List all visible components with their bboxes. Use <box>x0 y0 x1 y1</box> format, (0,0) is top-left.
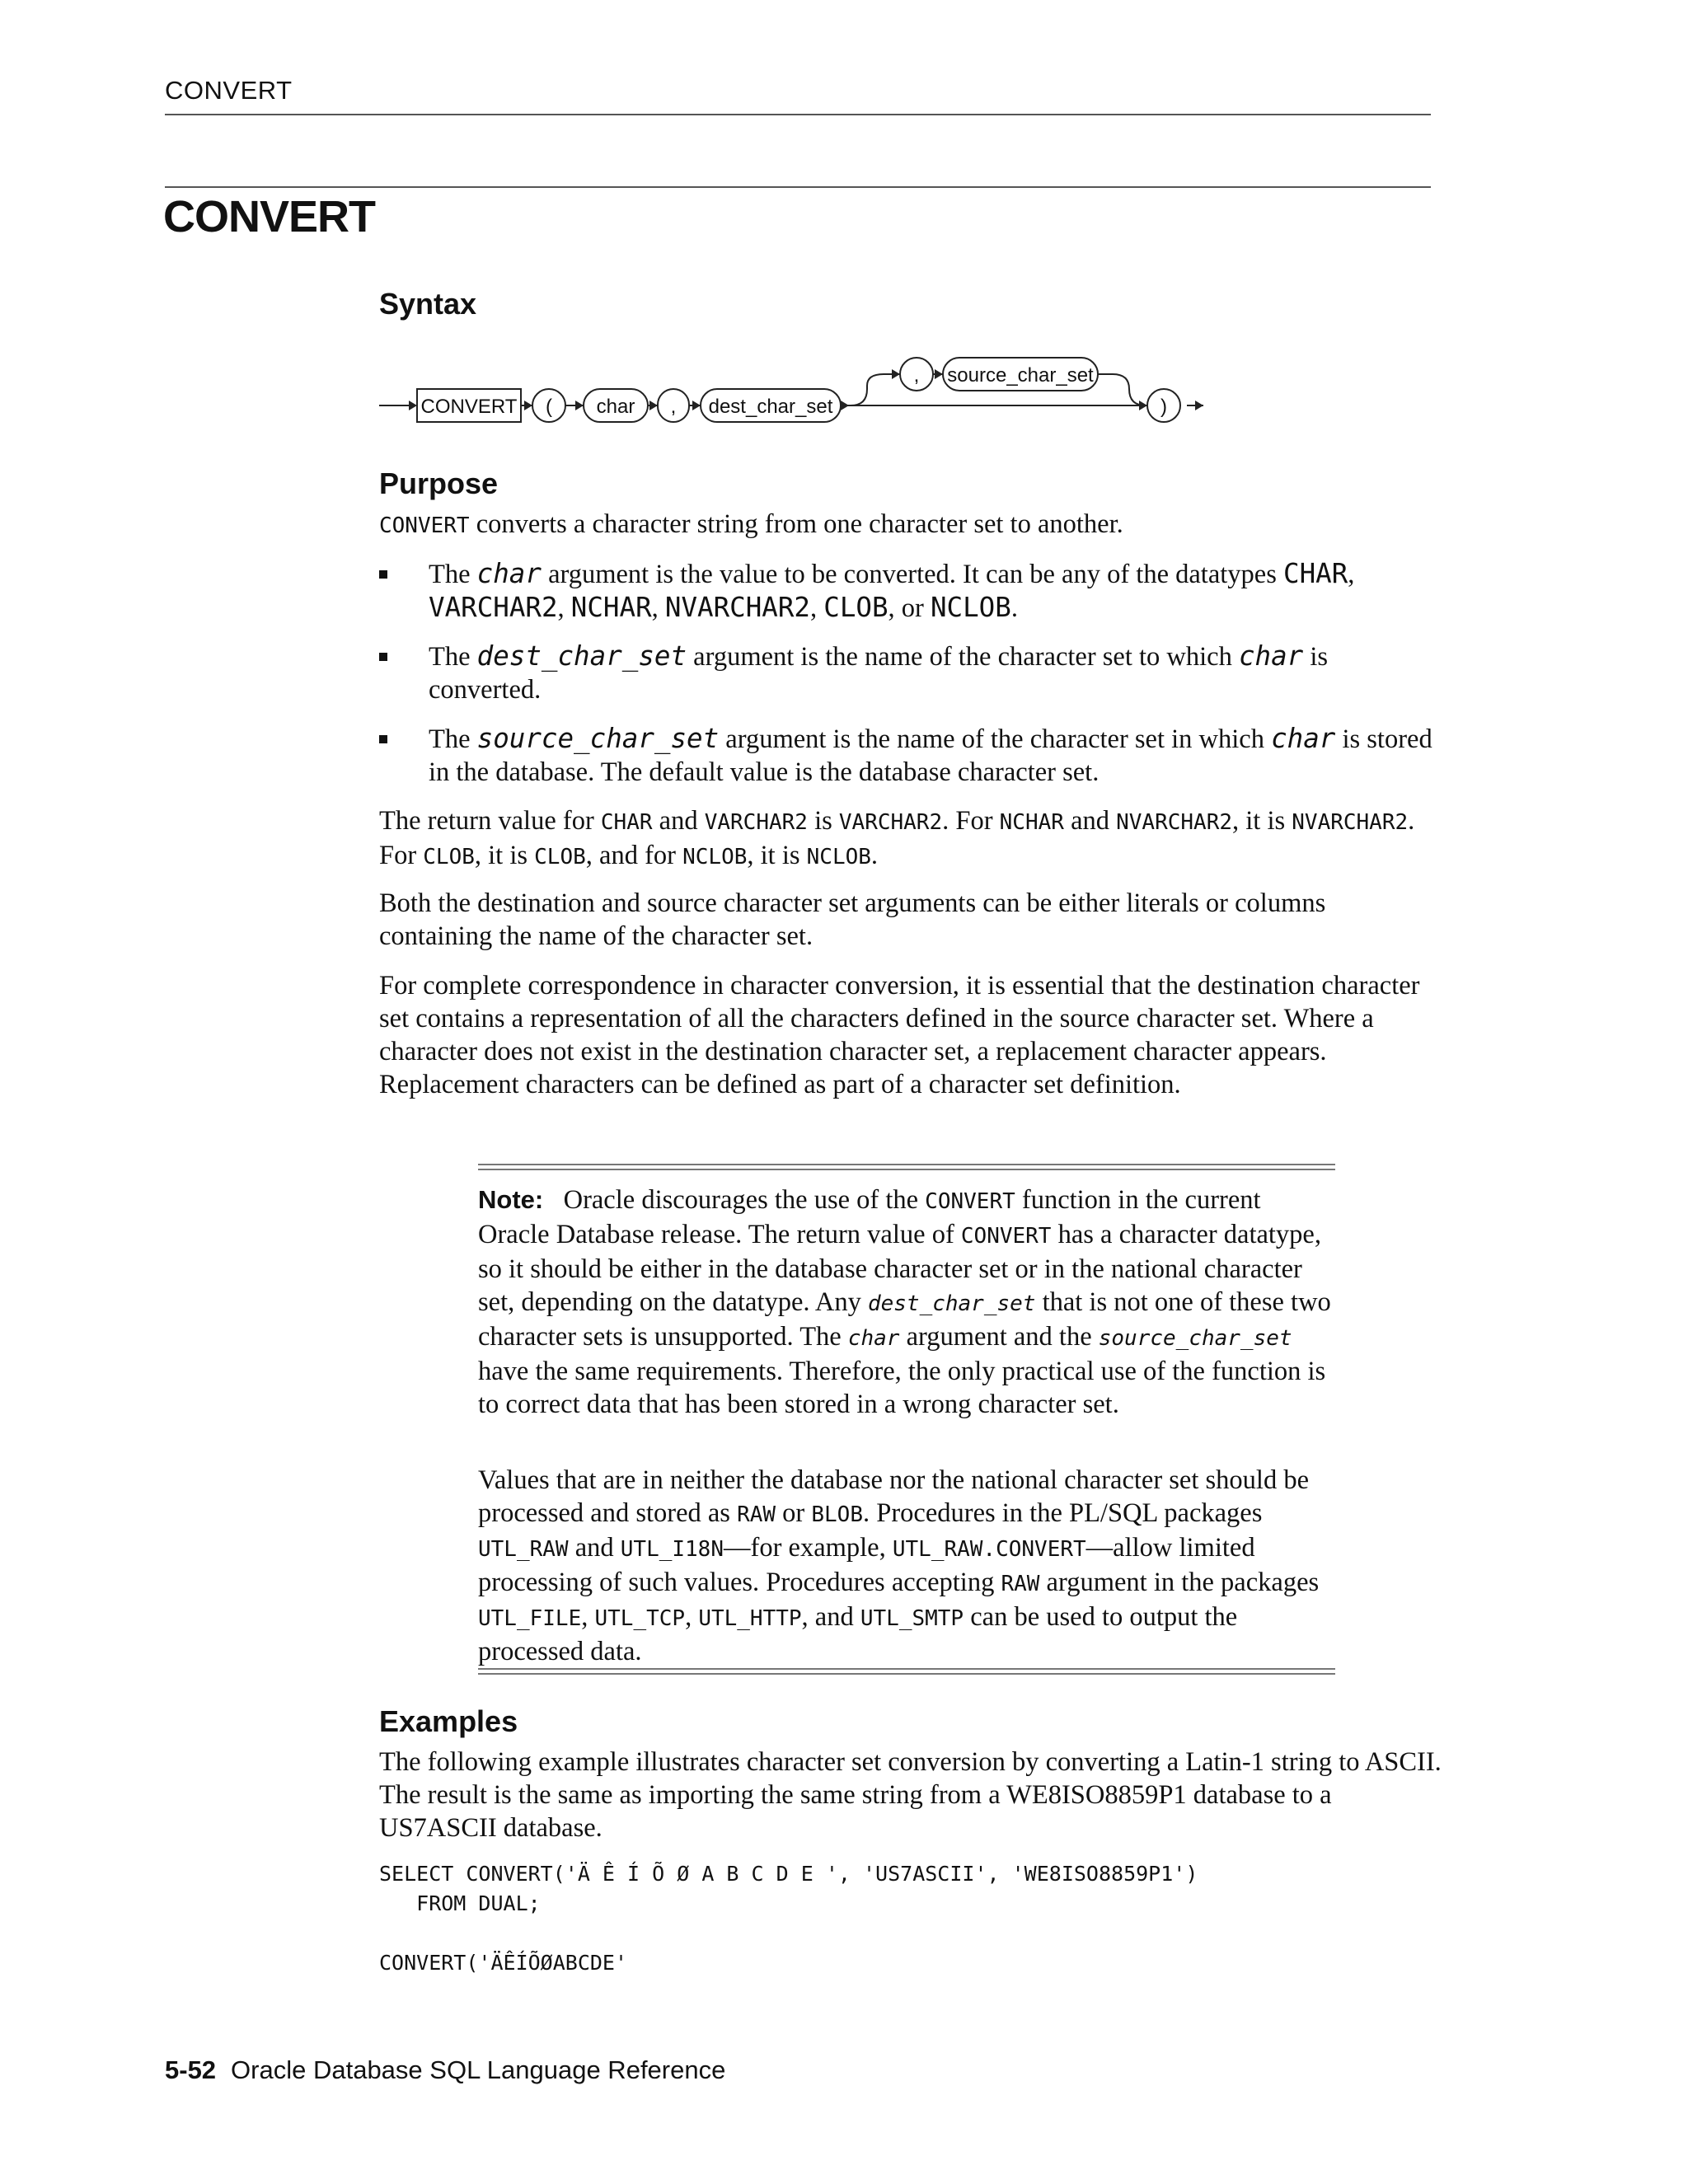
note-paragraph-2: Values that are in neither the database nor the national character set should be processed and stored as RAW or BLOB. Procedures in the PL/SQL packages UTL_RAW and UTL_I18N—for example, UTL_RAW.CONVERT—allow limited processing of such values. Procedures accepting RAW argument in the packages UTL_FILE, UTL_TCP, UTL_HTTP, and UTL_SMTP can be used to output the processed data. <box>478 1465 1320 1666</box>
code-char: char <box>1271 723 1336 754</box>
page-title: CONVERT <box>163 192 376 241</box>
bullet-marker <box>379 653 387 661</box>
code-char: char <box>1238 640 1304 672</box>
syntax-arg-char <box>584 389 648 422</box>
bullet-marker <box>379 735 387 743</box>
syntax-railroad-diagram <box>379 338 1220 429</box>
bullet-source-char-set-text: The source_char_set argument is the name of the character set in which char is stored in the database. The default value is the database character set. <box>429 723 1432 787</box>
correspondence-paragraph: For complete correspondence in character conversion, it is essential that the destination character set contains a representation of all the characters defined in the source character set. Where a character does not exist in the destination character set, a replacement character appears. Replacement characters can be defined as part of a character set definition. <box>379 971 1420 1099</box>
bullet-dest-char-set-text: The dest_char_set argument is the name of the character set to which char is converted. <box>429 640 1329 705</box>
syntax-arg-source-char-set-label: source_char_set <box>947 364 1094 387</box>
syntax-keyword-convert <box>417 389 521 422</box>
code-dest-char-set: dest_char_set <box>476 640 687 672</box>
syntax-arg-source-char-set <box>943 358 1098 391</box>
syntax-arg-char-label: char <box>596 396 635 418</box>
note-label: Note: <box>478 1185 544 1214</box>
syntax-open-paren <box>532 389 565 422</box>
code-convert: CONVERT <box>379 513 470 538</box>
title-rule <box>165 186 1431 188</box>
purpose-heading: Purpose <box>379 466 499 500</box>
page-footer <box>165 2055 725 2085</box>
header-rule <box>165 114 1431 115</box>
page-number: 5-52 <box>165 2055 217 2084</box>
syntax-keyword-convert-label: CONVERT <box>420 396 518 418</box>
syntax-arg-dest-char-set-label: dest_char_set <box>708 396 833 418</box>
examples-paragraph: The following example illustrates character set conversion by converting a Latin-1 string to ASCII. The result is the same as importing the same string from a WE8ISO8859P1 database to a US7ASCII database. <box>379 1747 1442 1843</box>
syntax-close-paren-label: ) <box>1160 396 1167 418</box>
return-value-paragraph: The return value for CHAR and VARCHAR2 is VARCHAR2. For NCHAR and NVARCHAR2, it is NVARCHAR2. For CLOB, it is CLOB, and for NCLOB, it is NCLOB. <box>379 806 1415 870</box>
arguments-paragraph: Both the destination and source character set arguments can be either literals or columns containing the name of the character set. <box>379 888 1326 951</box>
syntax-heading: Syntax <box>379 287 477 321</box>
syntax-comma-1 <box>658 389 689 422</box>
syntax-comma-2-label: , <box>913 364 920 387</box>
purpose-intro-text: converts a character string from one character set to another. <box>469 509 1123 539</box>
syntax-comma-2 <box>900 358 933 391</box>
syntax-comma-1-label: , <box>670 396 677 418</box>
code-char: char <box>476 558 542 589</box>
examples-heading: Examples <box>379 1704 518 1738</box>
note-top-rule <box>478 1164 1335 1170</box>
bullet-marker <box>379 570 387 579</box>
purpose-intro <box>379 508 1442 542</box>
syntax-arg-dest-char-set <box>701 389 841 422</box>
note-paragraph-1: Note: Oracle discourages the use of the CONVERT function in the current Oracle Database release. The return value of CONVERT has a character datatype, so it should be either in the database character set or in the national character set, depending on the datatype. Any dest_char_set that is not one of these two character sets is unsupported. The char argument and the source_char_set have the same requirements. Therefore, the only practical use of the function is to correct data that has been stored in a wrong character set. <box>478 1185 1331 1419</box>
note-bottom-rule <box>478 1668 1335 1675</box>
bullet-char-text: The char argument is the value to be converted. It can be any of the datatypes CHAR, VARCHAR2, NCHAR, NVARCHAR2, CLOB, or NCLOB. <box>429 558 1355 623</box>
book-title: Oracle Database SQL Language Reference <box>231 2055 726 2084</box>
running-header: CONVERT <box>165 76 293 105</box>
syntax-close-paren <box>1147 389 1180 422</box>
code-source-char-set: source_char_set <box>476 723 720 754</box>
syntax-open-paren-label: ( <box>546 396 552 418</box>
code-example: SELECT CONVERT('Ä Ê Í Õ Ø A B C D E ', 'US7ASCII', 'WE8ISO8859P1') FROM DUAL; CONVERT('ÄÊÍÕØABCDE' <box>379 1862 1198 1975</box>
